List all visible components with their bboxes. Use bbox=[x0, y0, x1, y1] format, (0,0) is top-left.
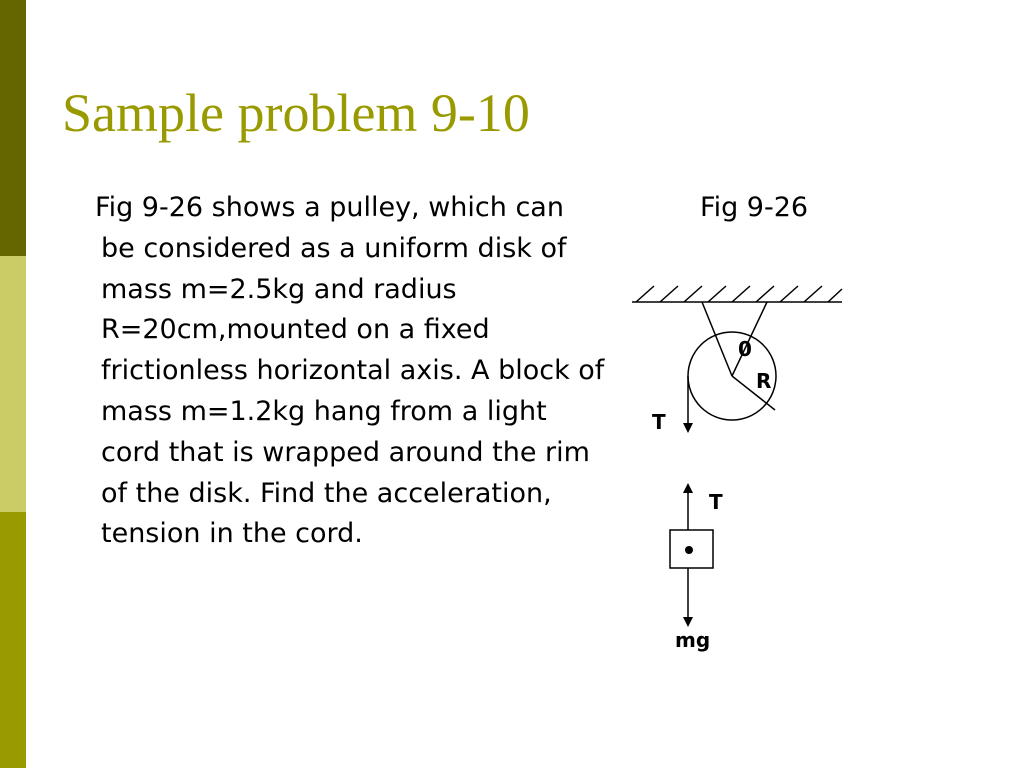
slide-title: Sample problem 9-10 bbox=[62, 83, 530, 143]
ceiling-hatching bbox=[636, 286, 842, 302]
figure-caption: Fig 9-26 bbox=[700, 192, 809, 223]
pulley-diagram bbox=[620, 270, 860, 670]
label-weight: mg bbox=[675, 628, 711, 652]
label-tension-lower: T bbox=[709, 490, 723, 514]
label-center: 0 bbox=[738, 337, 752, 361]
label-tension-upper: T bbox=[652, 410, 666, 434]
side-bar-bottom bbox=[0, 512, 26, 768]
support-strut-left bbox=[702, 302, 732, 376]
side-bar-top bbox=[0, 0, 26, 256]
block-center-dot bbox=[685, 546, 693, 554]
label-radius: R bbox=[756, 369, 772, 393]
side-bar-middle bbox=[0, 256, 26, 512]
problem-text: Fig 9-26 shows a pulley, which can be considered as a uniform disk of mass m=2.5kg and radius R=20cm,mounted on a fixed frictionless horizontal axis. A block of mass m=1.2kg hang from a light cord that is wrapped around the rim of the disk. Find the acceleration, tension in the cord. bbox=[95, 192, 605, 550]
